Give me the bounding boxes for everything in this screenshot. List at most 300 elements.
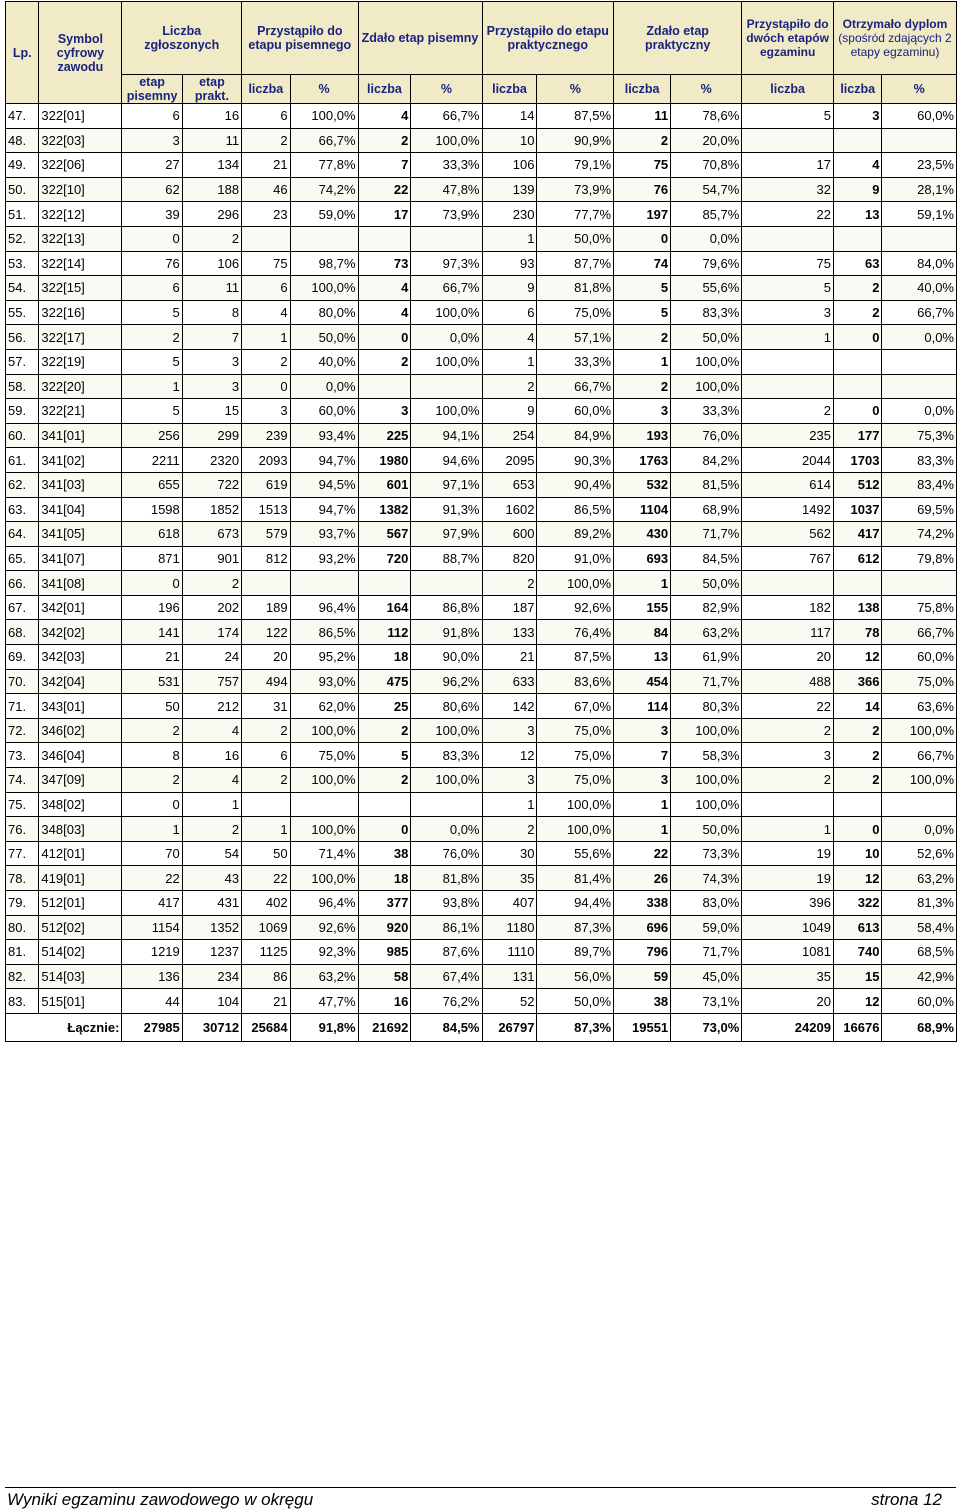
cell-symbol: 342[03] [39, 645, 122, 670]
cell-przyst-prakt-pct: 81,8% [537, 276, 614, 301]
cell-dyplom-liczba: 138 [833, 595, 882, 620]
cell-zdalo-pis-pct: 88,7% [411, 546, 482, 571]
cell-zdalo-pis-liczba: 920 [358, 915, 411, 940]
cell-zgl-pisemny: 1219 [122, 940, 182, 965]
cell-przyst-dwa-liczba: 19 [742, 866, 834, 891]
cell-dyplom-pct: 100,0% [882, 768, 957, 793]
subheader-liczba: liczba [358, 75, 411, 104]
cell-przyst-dwa-liczba: 5 [742, 104, 834, 129]
table-row [6, 841, 957, 866]
table-row [6, 399, 957, 424]
cell-zdalo-pis-liczba: 1382 [358, 497, 411, 522]
cell-dyplom-liczba: 78 [833, 620, 882, 645]
cell-zgl-prakt: 134 [182, 153, 241, 178]
cell-zdalo-pis-liczba: 18 [358, 645, 411, 670]
cell-zdalo-prakt-pct: 50,0% [671, 571, 742, 596]
table-row [6, 620, 957, 645]
cell-zgl-pisemny: 76 [122, 251, 182, 276]
cell-zgl-pisemny: 21 [122, 645, 182, 670]
cell-dyplom-liczba: 0 [833, 325, 882, 350]
cell-zdalo-prakt-liczba: 338 [614, 891, 671, 916]
cell-lp: 75. [6, 792, 39, 817]
cell-zgl-prakt: 1 [182, 792, 241, 817]
subheader-liczba: liczba [614, 75, 671, 104]
cell-przyst-pis-pct: 71,4% [290, 841, 358, 866]
cell-lp: 62. [6, 472, 39, 497]
cell-przyst-pis-pct: 100,0% [290, 768, 358, 793]
cell-przyst-prakt-pct: 75,0% [537, 718, 614, 743]
cell-przyst-dwa-liczba: 117 [742, 620, 834, 645]
cell-dyplom-pct: 79,8% [882, 546, 957, 571]
cell-lp: 77. [6, 841, 39, 866]
cell-dyplom-pct: 83,4% [882, 472, 957, 497]
cell-zdalo-prakt-liczba: 0 [614, 226, 671, 251]
cell-przyst-pis-pct: 59,0% [290, 202, 358, 227]
cell-zgl-prakt: 1352 [182, 915, 241, 940]
cell-przyst-prakt-pct: 60,0% [537, 399, 614, 424]
cell-przyst-pis-liczba: 0 [242, 374, 291, 399]
cell-dyplom-pct: 59,1% [882, 202, 957, 227]
cell-przyst-pis-pct: 62,0% [290, 694, 358, 719]
subheader-liczba: liczba [482, 75, 537, 104]
cell-przyst-pis-liczba: 21 [242, 989, 291, 1014]
subheader-procent: % [290, 75, 358, 104]
cell-zdalo-pis-liczba: 2 [358, 128, 411, 153]
cell-zdalo-prakt-pct: 71,7% [671, 522, 742, 547]
cell-zgl-prakt: 234 [182, 964, 241, 989]
cell-symbol: 322[21] [39, 399, 122, 424]
cell-przyst-pis-pct: 93,7% [290, 522, 358, 547]
cell-przyst-prakt-liczba: 600 [482, 522, 537, 547]
total-row [6, 1013, 957, 1041]
cell-zdalo-pis-liczba: 567 [358, 522, 411, 547]
cell-dyplom-pct [882, 571, 957, 596]
cell-zdalo-pis-pct: 91,3% [411, 497, 482, 522]
cell-dyplom-pct: 81,3% [882, 891, 957, 916]
cell-przyst-dwa-liczba: 5 [742, 276, 834, 301]
cell-dyplom-pct: 58,4% [882, 915, 957, 940]
cell-zdalo-prakt-liczba: 3 [614, 718, 671, 743]
cell-lp: 70. [6, 669, 39, 694]
cell-symbol: 341[01] [39, 423, 122, 448]
table-row [6, 497, 957, 522]
cell-zgl-pisemny: 531 [122, 669, 182, 694]
cell-zdalo-prakt-liczba: 7 [614, 743, 671, 768]
cell-lp: 60. [6, 423, 39, 448]
cell-lp: 71. [6, 694, 39, 719]
cell-lp: 67. [6, 595, 39, 620]
cell-zgl-pisemny: 618 [122, 522, 182, 547]
dyplom-note: (spośród zdających 2 etapy egzaminu) [838, 31, 952, 59]
cell-zdalo-prakt-liczba: 430 [614, 522, 671, 547]
cell-przyst-prakt-pct: 94,4% [537, 891, 614, 916]
cell-przyst-prakt-liczba: 1 [482, 792, 537, 817]
cell-zgl-prakt: 212 [182, 694, 241, 719]
cell-przyst-pis-pct: 80,0% [290, 300, 358, 325]
cell-zdalo-pis-liczba: 73 [358, 251, 411, 276]
cell-przyst-pis-liczba: 1 [242, 817, 291, 842]
cell-przyst-prakt-pct: 91,0% [537, 546, 614, 571]
total-cell: 87,3% [537, 1013, 614, 1041]
cell-zdalo-prakt-pct: 82,9% [671, 595, 742, 620]
cell-zgl-pisemny: 8 [122, 743, 182, 768]
cell-dyplom-liczba: 2 [833, 300, 882, 325]
cell-przyst-pis-pct: 100,0% [290, 276, 358, 301]
cell-symbol: 514[03] [39, 964, 122, 989]
cell-przyst-pis-liczba: 1125 [242, 940, 291, 965]
cell-przyst-pis-liczba: 1513 [242, 497, 291, 522]
cell-zdalo-pis-liczba [358, 374, 411, 399]
cell-zgl-pisemny: 1 [122, 374, 182, 399]
cell-przyst-dwa-liczba: 1 [742, 817, 834, 842]
cell-zdalo-pis-liczba: 985 [358, 940, 411, 965]
cell-zgl-prakt: 2320 [182, 448, 241, 473]
cell-przyst-dwa-liczba: 3 [742, 300, 834, 325]
cell-przyst-pis-pct: 100,0% [290, 817, 358, 842]
cell-dyplom-pct: 0,0% [882, 325, 957, 350]
cell-zgl-prakt: 8 [182, 300, 241, 325]
cell-przyst-prakt-pct: 77,7% [537, 202, 614, 227]
cell-przyst-dwa-liczba: 1492 [742, 497, 834, 522]
cell-zdalo-prakt-liczba: 1104 [614, 497, 671, 522]
cell-dyplom-pct: 60,0% [882, 989, 957, 1014]
cell-przyst-dwa-liczba: 19 [742, 841, 834, 866]
cell-przyst-pis-pct: 98,7% [290, 251, 358, 276]
subheader-procent: % [537, 75, 614, 104]
cell-dyplom-liczba: 740 [833, 940, 882, 965]
cell-zgl-prakt: 54 [182, 841, 241, 866]
cell-przyst-pis-liczba: 2 [242, 718, 291, 743]
table-row [6, 202, 957, 227]
col-header-przystapilo-dwa: Przystąpiło do dwóch etapów egzaminu [742, 2, 834, 75]
cell-lp: 50. [6, 177, 39, 202]
table-row [6, 694, 957, 719]
cell-zgl-pisemny: 39 [122, 202, 182, 227]
cell-dyplom-pct: 66,7% [882, 620, 957, 645]
cell-zdalo-pis-pct: 97,1% [411, 472, 482, 497]
table-row [6, 276, 957, 301]
cell-zgl-prakt: 202 [182, 595, 241, 620]
subheader-liczba: liczba [242, 75, 291, 104]
cell-zgl-prakt: 296 [182, 202, 241, 227]
cell-zgl-pisemny: 70 [122, 841, 182, 866]
cell-dyplom-liczba: 12 [833, 645, 882, 670]
cell-zgl-pisemny: 50 [122, 694, 182, 719]
cell-przyst-pis-liczba: 6 [242, 104, 291, 129]
cell-przyst-prakt-liczba: 3 [482, 718, 537, 743]
cell-zdalo-pis-liczba: 112 [358, 620, 411, 645]
cell-przyst-dwa-liczba [742, 374, 834, 399]
cell-zdalo-prakt-pct: 74,3% [671, 866, 742, 891]
cell-symbol: 341[02] [39, 448, 122, 473]
cell-przyst-pis-pct [290, 226, 358, 251]
cell-przyst-pis-pct: 93,4% [290, 423, 358, 448]
cell-przyst-pis-liczba: 189 [242, 595, 291, 620]
cell-zdalo-prakt-liczba: 696 [614, 915, 671, 940]
cell-lp: 64. [6, 522, 39, 547]
cell-przyst-dwa-liczba: 396 [742, 891, 834, 916]
cell-zdalo-prakt-liczba: 114 [614, 694, 671, 719]
cell-symbol: 348[03] [39, 817, 122, 842]
cell-przyst-prakt-pct: 33,3% [537, 349, 614, 374]
cell-przyst-pis-liczba: 20 [242, 645, 291, 670]
cell-symbol: 342[01] [39, 595, 122, 620]
cell-przyst-prakt-liczba: 10 [482, 128, 537, 153]
cell-zdalo-pis-pct: 86,1% [411, 915, 482, 940]
total-cell: 30712 [182, 1013, 241, 1041]
cell-przyst-pis-liczba: 494 [242, 669, 291, 694]
cell-przyst-prakt-pct: 87,5% [537, 645, 614, 670]
cell-przyst-prakt-pct: 79,1% [537, 153, 614, 178]
cell-przyst-pis-liczba: 579 [242, 522, 291, 547]
cell-zdalo-pis-liczba: 7 [358, 153, 411, 178]
total-cell: 16676 [833, 1013, 882, 1041]
cell-zdalo-pis-liczba: 0 [358, 325, 411, 350]
cell-przyst-dwa-liczba [742, 226, 834, 251]
cell-przyst-prakt-pct: 100,0% [537, 817, 614, 842]
cell-zgl-pisemny: 5 [122, 300, 182, 325]
cell-zdalo-pis-pct: 96,2% [411, 669, 482, 694]
table-row [6, 595, 957, 620]
cell-przyst-dwa-liczba [742, 571, 834, 596]
cell-zgl-pisemny: 871 [122, 546, 182, 571]
table-row [6, 792, 957, 817]
cell-zgl-pisemny: 0 [122, 571, 182, 596]
cell-przyst-dwa-liczba [742, 349, 834, 374]
cell-symbol: 322[14] [39, 251, 122, 276]
cell-zdalo-pis-pct: 67,4% [411, 964, 482, 989]
cell-zdalo-prakt-pct: 54,7% [671, 177, 742, 202]
cell-zgl-pisemny: 655 [122, 472, 182, 497]
table-row [6, 645, 957, 670]
cell-przyst-pis-liczba: 6 [242, 276, 291, 301]
cell-przyst-pis-pct: 86,5% [290, 620, 358, 645]
table-row [6, 374, 957, 399]
cell-zdalo-pis-liczba: 22 [358, 177, 411, 202]
cell-przyst-dwa-liczba: 235 [742, 423, 834, 448]
cell-lp: 57. [6, 349, 39, 374]
cell-przyst-prakt-liczba: 1 [482, 349, 537, 374]
cell-dyplom-pct: 84,0% [882, 251, 957, 276]
cell-dyplom-pct: 28,1% [882, 177, 957, 202]
cell-przyst-prakt-liczba: 633 [482, 669, 537, 694]
cell-przyst-prakt-pct: 87,5% [537, 104, 614, 129]
cell-zgl-pisemny: 2 [122, 768, 182, 793]
cell-zdalo-prakt-liczba: 2 [614, 128, 671, 153]
cell-przyst-pis-liczba [242, 792, 291, 817]
cell-zgl-prakt: 174 [182, 620, 241, 645]
cell-przyst-prakt-liczba: 9 [482, 399, 537, 424]
table-row [6, 891, 957, 916]
cell-przyst-pis-pct: 74,2% [290, 177, 358, 202]
cell-lp: 74. [6, 768, 39, 793]
table-row [6, 989, 957, 1014]
cell-zdalo-pis-pct: 73,9% [411, 202, 482, 227]
cell-dyplom-pct: 74,2% [882, 522, 957, 547]
cell-zdalo-prakt-liczba: 38 [614, 989, 671, 1014]
cell-przyst-pis-pct: 63,2% [290, 964, 358, 989]
cell-zdalo-prakt-pct: 83,3% [671, 300, 742, 325]
cell-przyst-prakt-liczba: 30 [482, 841, 537, 866]
cell-przyst-pis-pct: 94,7% [290, 497, 358, 522]
table-row [6, 423, 957, 448]
table-row [6, 522, 957, 547]
cell-przyst-prakt-pct: 87,3% [537, 915, 614, 940]
cell-przyst-pis-liczba: 2 [242, 349, 291, 374]
subheader-procent: % [882, 75, 957, 104]
cell-symbol: 512[01] [39, 891, 122, 916]
cell-przyst-dwa-liczba [742, 792, 834, 817]
cell-symbol: 347[09] [39, 768, 122, 793]
cell-symbol: 322[13] [39, 226, 122, 251]
cell-zdalo-prakt-pct: 73,1% [671, 989, 742, 1014]
cell-zgl-prakt: 722 [182, 472, 241, 497]
cell-zdalo-pis-pct: 100,0% [411, 718, 482, 743]
col-header-zdalo-praktyczny: Zdało etap praktyczny [614, 2, 742, 75]
cell-lp: 51. [6, 202, 39, 227]
table-row [6, 226, 957, 251]
cell-przyst-dwa-liczba: 614 [742, 472, 834, 497]
cell-przyst-prakt-pct: 50,0% [537, 226, 614, 251]
cell-dyplom-pct [882, 349, 957, 374]
cell-symbol: 322[01] [39, 104, 122, 129]
cell-symbol: 341[03] [39, 472, 122, 497]
cell-przyst-prakt-liczba: 21 [482, 645, 537, 670]
subheader-procent: % [671, 75, 742, 104]
cell-zdalo-pis-pct: 0,0% [411, 817, 482, 842]
cell-zdalo-prakt-pct: 58,3% [671, 743, 742, 768]
cell-przyst-dwa-liczba: 182 [742, 595, 834, 620]
cell-zgl-pisemny: 2 [122, 325, 182, 350]
cell-zdalo-prakt-liczba: 1 [614, 571, 671, 596]
cell-zdalo-pis-liczba: 2 [358, 718, 411, 743]
cell-dyplom-liczba: 177 [833, 423, 882, 448]
cell-symbol: 322[10] [39, 177, 122, 202]
cell-zgl-pisemny: 256 [122, 423, 182, 448]
cell-zdalo-pis-pct: 0,0% [411, 325, 482, 350]
cell-symbol: 341[08] [39, 571, 122, 596]
cell-przyst-prakt-liczba: 1602 [482, 497, 537, 522]
cell-zdalo-pis-liczba: 58 [358, 964, 411, 989]
cell-dyplom-pct: 60,0% [882, 104, 957, 129]
cell-zgl-prakt: 188 [182, 177, 241, 202]
cell-przyst-prakt-liczba: 2095 [482, 448, 537, 473]
cell-dyplom-liczba: 0 [833, 817, 882, 842]
cell-przyst-dwa-liczba: 20 [742, 645, 834, 670]
cell-symbol: 341[05] [39, 522, 122, 547]
cell-przyst-prakt-pct: 84,9% [537, 423, 614, 448]
cell-przyst-prakt-liczba: 52 [482, 989, 537, 1014]
cell-przyst-pis-liczba [242, 571, 291, 596]
cell-dyplom-liczba: 2 [833, 276, 882, 301]
cell-zdalo-prakt-pct: 100,0% [671, 768, 742, 793]
cell-zdalo-prakt-liczba: 796 [614, 940, 671, 965]
cell-przyst-pis-liczba: 4 [242, 300, 291, 325]
table-row [6, 251, 957, 276]
cell-przyst-prakt-pct: 92,6% [537, 595, 614, 620]
cell-dyplom-liczba: 10 [833, 841, 882, 866]
cell-przyst-prakt-pct: 81,4% [537, 866, 614, 891]
cell-dyplom-liczba: 366 [833, 669, 882, 694]
cell-przyst-pis-pct: 94,7% [290, 448, 358, 473]
cell-zgl-prakt: 4 [182, 768, 241, 793]
cell-przyst-prakt-liczba: 142 [482, 694, 537, 719]
cell-zdalo-prakt-pct: 59,0% [671, 915, 742, 940]
cell-przyst-prakt-pct: 100,0% [537, 571, 614, 596]
cell-zdalo-prakt-pct: 78,6% [671, 104, 742, 129]
cell-dyplom-pct: 66,7% [882, 743, 957, 768]
cell-przyst-dwa-liczba: 32 [742, 177, 834, 202]
cell-przyst-prakt-liczba: 4 [482, 325, 537, 350]
cell-zdalo-pis-liczba: 601 [358, 472, 411, 497]
cell-przyst-dwa-liczba: 767 [742, 546, 834, 571]
cell-zdalo-prakt-pct: 70,8% [671, 153, 742, 178]
cell-przyst-pis-liczba: 75 [242, 251, 291, 276]
cell-przyst-prakt-liczba: 820 [482, 546, 537, 571]
cell-przyst-prakt-liczba: 139 [482, 177, 537, 202]
cell-przyst-pis-liczba: 23 [242, 202, 291, 227]
cell-zdalo-prakt-pct: 83,0% [671, 891, 742, 916]
cell-zgl-pisemny: 62 [122, 177, 182, 202]
table-row [6, 349, 957, 374]
cell-zdalo-prakt-liczba: 5 [614, 300, 671, 325]
cell-dyplom-pct: 23,5% [882, 153, 957, 178]
col-header-przystapilo-praktyczny: Przystąpiło do etapu praktycznego [482, 2, 614, 75]
cell-dyplom-liczba [833, 128, 882, 153]
cell-zgl-pisemny: 136 [122, 964, 182, 989]
subheader-etap-prakt: etap prakt. [182, 75, 241, 104]
cell-zdalo-prakt-liczba: 1763 [614, 448, 671, 473]
cell-zgl-prakt: 757 [182, 669, 241, 694]
cell-zdalo-pis-liczba: 377 [358, 891, 411, 916]
cell-przyst-pis-pct: 60,0% [290, 399, 358, 424]
cell-zdalo-pis-liczba: 5 [358, 743, 411, 768]
cell-zdalo-prakt-liczba: 74 [614, 251, 671, 276]
cell-przyst-pis-liczba: 46 [242, 177, 291, 202]
cell-przyst-pis-liczba: 812 [242, 546, 291, 571]
cell-zgl-pisemny: 5 [122, 399, 182, 424]
cell-zdalo-pis-pct: 90,0% [411, 645, 482, 670]
cell-dyplom-pct: 100,0% [882, 718, 957, 743]
cell-zdalo-pis-liczba: 3 [358, 399, 411, 424]
cell-zdalo-prakt-liczba: 1 [614, 349, 671, 374]
cell-zdalo-prakt-liczba: 22 [614, 841, 671, 866]
cell-lp: 63. [6, 497, 39, 522]
cell-przyst-prakt-pct: 90,4% [537, 472, 614, 497]
cell-zdalo-prakt-pct: 85,7% [671, 202, 742, 227]
cell-zdalo-pis-liczba: 164 [358, 595, 411, 620]
total-cell: 68,9% [882, 1013, 957, 1041]
cell-zdalo-prakt-liczba: 197 [614, 202, 671, 227]
cell-zdalo-prakt-pct: 71,7% [671, 669, 742, 694]
cell-zgl-pisemny: 196 [122, 595, 182, 620]
cell-lp: 55. [6, 300, 39, 325]
cell-zgl-prakt: 11 [182, 128, 241, 153]
table-row [6, 177, 957, 202]
cell-zgl-pisemny: 0 [122, 792, 182, 817]
cell-przyst-pis-pct: 47,7% [290, 989, 358, 1014]
subheader-liczba: liczba [742, 75, 834, 104]
cell-zdalo-pis-liczba: 720 [358, 546, 411, 571]
table-row [6, 940, 957, 965]
cell-lp: 66. [6, 571, 39, 596]
cell-zgl-prakt: 16 [182, 743, 241, 768]
cell-zgl-pisemny: 3 [122, 128, 182, 153]
cell-przyst-prakt-liczba: 9 [482, 276, 537, 301]
cell-dyplom-liczba: 0 [833, 399, 882, 424]
cell-przyst-pis-pct: 100,0% [290, 104, 358, 129]
cell-zgl-pisemny: 2211 [122, 448, 182, 473]
